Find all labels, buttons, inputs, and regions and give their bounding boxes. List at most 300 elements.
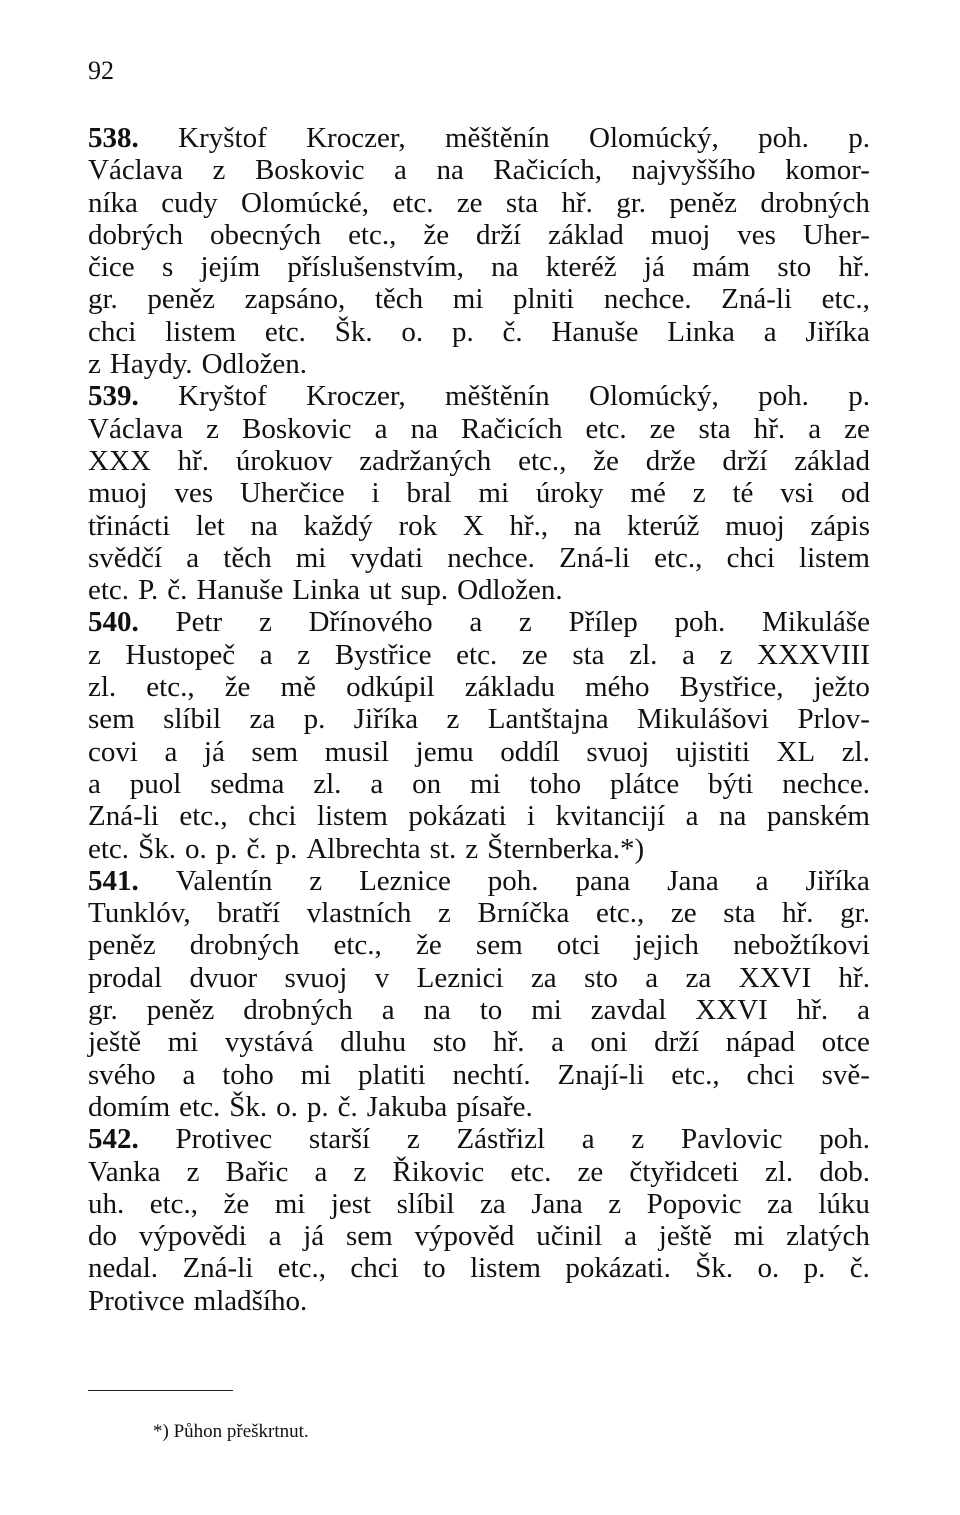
word: pana [575,864,631,897]
word: hř. [796,994,829,1027]
word: a [857,994,870,1027]
text-line [88,1252,870,1284]
word: z [446,703,460,736]
word: Albrechta [306,832,421,865]
word: z [465,832,479,865]
word: mi [470,767,501,800]
word: a [381,994,395,1027]
text-line [88,800,870,832]
word: z [88,348,101,381]
word: Mikulášovi [636,703,770,736]
word: slíbil [396,1187,455,1220]
word: na [573,509,602,542]
word: z [88,638,101,671]
word: Hustopeč [125,638,236,671]
word: p. [215,832,238,865]
word: jejím [200,251,261,284]
word: na [718,800,747,833]
word: Kryštof [178,122,267,154]
word: dobrých [88,218,184,251]
text-line [88,445,870,477]
word: starší [308,1123,371,1156]
word: p. [275,832,298,865]
word: Václava [88,154,183,187]
text-line [88,1091,870,1123]
word: Šk. [229,1090,268,1123]
word: Bystřice, [679,671,784,704]
word: kterúž [626,509,700,542]
word: etc. [585,412,627,445]
word: já [643,251,665,284]
word: etc., [821,283,870,316]
word: etc., [149,1187,199,1220]
word: Uherčice [240,477,345,510]
word: kteréž [545,251,617,284]
word: muoj [725,509,785,542]
word: Leznici [416,961,504,994]
word: nebožtíkovi [733,929,870,962]
word: Bystřice [334,638,432,671]
word: na [491,251,519,284]
word: pokázati. [565,1252,671,1285]
text-line [88,1156,870,1188]
word: s [161,251,174,284]
word: sta [505,186,539,219]
word: a [808,412,822,445]
text-line [88,639,870,671]
word: z [518,606,532,639]
word: každý [303,509,373,542]
word: učinil [536,1220,603,1253]
word: Zná-li [559,541,630,574]
word: o. [401,315,424,348]
text-line [88,122,870,154]
word: pokázati [408,800,507,833]
text-line [88,768,870,800]
word: a [314,1155,328,1188]
word: drží [722,444,768,477]
document-body [88,122,870,1317]
word: otci [556,929,601,962]
word: Jakuba [366,1090,448,1123]
entry-number: 541. [88,864,139,897]
word: Leznice [359,864,451,897]
word: mé [630,477,666,510]
word: a [186,541,200,574]
word: gr. [88,283,118,316]
text-line [88,1123,870,1155]
word: č. [167,574,188,607]
word: dluhu [340,1026,407,1059]
word: výpověd [414,1220,515,1253]
word: hř. [493,1026,525,1059]
word: vystává [224,1026,314,1059]
word: za [480,1187,506,1220]
word: Václava [88,412,183,445]
word: sem [251,735,299,768]
word: etc. [179,1090,221,1123]
word: obecných [209,218,322,251]
word: z [608,1187,622,1220]
text-line [88,187,870,219]
word: nechtí. [452,1058,531,1091]
word: ze [456,186,483,219]
text-line [88,962,870,994]
word: ze [521,638,548,671]
word: etc., [518,444,567,477]
word: Olomúcký, [589,380,719,413]
word: mi [300,1058,332,1091]
word: zavdal [590,994,667,1027]
word: z [719,638,733,671]
word: gr. [88,994,118,1027]
word: listem [316,800,388,833]
word: z [297,638,311,671]
word: svuoj [284,961,348,994]
word: Šk. [695,1252,734,1285]
word: gr. [616,186,647,219]
word: etc., [654,541,703,574]
word: p. [303,703,326,736]
word: Kryštof [178,380,267,413]
word: za [249,703,276,736]
word: sem [88,703,135,736]
word: oni [590,1026,628,1059]
word: chci [746,1058,795,1091]
word: Hanuše [551,315,639,348]
word: mi [295,541,327,574]
word: Šk. [138,832,176,865]
word: Linka [667,315,735,348]
word: let [195,509,225,542]
word: Boskovic [254,154,365,187]
word: o. [757,1252,780,1285]
word: dob. [819,1155,870,1188]
text-line [88,283,870,315]
text-line [88,897,870,929]
word: Zná-li [88,800,159,833]
word: těch [374,283,424,316]
word: X [462,509,484,542]
word: peněz [147,283,216,316]
word: z [438,897,451,930]
word: listem [470,1252,541,1285]
word: bratří [217,897,281,930]
word: mi [478,477,510,510]
word: p. [306,1090,329,1123]
word: uh. [88,1187,125,1220]
word: chci [88,315,137,348]
word: a [645,961,659,994]
word: dvuor [189,961,258,994]
word: etc., [595,897,645,930]
word: listem [165,315,237,348]
word: Olomúcký, [589,122,719,154]
word: Haydy. [109,348,193,381]
word: ut [369,574,392,607]
text-line [88,1026,870,1058]
word: drobných [243,994,353,1027]
footnote-divider [88,1390,233,1391]
word: Brníčka [477,897,570,930]
word: XL [776,735,816,768]
text-line [88,865,870,897]
word: zlatých [786,1220,870,1253]
word: XXX [88,444,151,477]
word: a [469,606,483,639]
word: chci [248,800,297,833]
word: měštěnín [444,122,550,154]
word: poh. [758,122,809,154]
word: bral [406,477,452,510]
word: že [223,1187,250,1220]
word: hř. [838,961,870,994]
word: vlastních [306,897,412,930]
word: na [423,994,451,1027]
word: čtyřidceti [629,1155,739,1188]
word: muoj [650,218,711,251]
word: já [303,1220,325,1253]
word: Dřínového [308,606,433,639]
text-line [88,671,870,703]
word: komor- [785,154,870,187]
word: z [353,1155,367,1188]
text-line [88,703,870,735]
word: domím [88,1090,171,1123]
word: z [258,606,272,639]
word: sta [698,412,731,445]
word: etc. [456,638,498,671]
word: Popovic [646,1187,742,1220]
word: těch [223,541,272,574]
word: drobných [760,186,870,219]
word: covi [88,735,138,768]
word: zadržaných [359,444,492,477]
word: z [692,477,706,510]
word: st. [429,832,457,865]
word: Valentín [175,864,273,897]
word: ujistiti [675,735,750,768]
word: platiti [358,1058,426,1091]
word: zl. [313,767,342,800]
word: z [212,154,226,187]
word: na [250,509,278,542]
word: za [767,1187,793,1220]
word: puol [129,767,182,800]
word: etc., [333,929,382,962]
word: ježto [813,671,870,704]
word: z [206,412,219,445]
word: Zná-li [182,1252,254,1285]
word: ves [737,218,776,251]
word: že [415,929,442,962]
word: a [755,864,769,897]
word: zl. [841,735,870,768]
word: za [530,961,557,994]
word: drobných [189,929,300,962]
word: drží [654,1026,700,1059]
word: a [551,1026,564,1059]
word: plátce [610,767,680,800]
word: etc., [671,1058,720,1091]
word: svědčí [88,541,163,574]
word: p. [848,380,870,413]
word: základ [548,218,624,251]
word: plniti [513,283,575,316]
word: Boskovic [242,412,352,445]
word: najvyššího [631,154,756,187]
word: mám [692,251,751,284]
word: č. [849,1252,870,1285]
word: sta [723,897,756,930]
word: č. [502,315,523,348]
word: z [309,864,323,897]
word: Hanuše [196,574,284,607]
text-line [88,1188,870,1220]
word: musil [324,735,390,768]
word: nechce. [603,283,692,316]
text-line [88,251,870,283]
word: č. [337,1090,358,1123]
word: mi [531,994,562,1027]
word: třinácti [88,509,171,542]
word: poh. [819,1123,870,1156]
word: níka [88,186,138,219]
word: Řikovic [392,1155,485,1188]
word: ještě [658,1220,712,1253]
word: a [182,1058,196,1091]
word: XXXVIII [757,638,870,671]
word: z [186,1155,200,1188]
word: etc. [264,315,306,348]
word: Odložen. [457,574,563,607]
word: etc. [392,186,434,219]
word: XXVI [738,961,812,994]
word: Bařic [225,1155,289,1188]
text-line [88,348,870,380]
word: on [412,767,442,800]
word: hř. [177,444,210,477]
text-line [88,929,870,961]
word: XXVI [695,994,768,1027]
footnote: *) Půhon přeškrtnut. [153,1421,309,1442]
word: a [164,735,178,768]
word: Šternberka.*) [487,832,645,865]
word: základ [794,444,870,477]
word: zápis [810,509,870,542]
word: vydati [350,541,424,574]
word: Uher- [802,218,870,251]
word: Protivec [175,1123,273,1156]
text-line [88,1220,870,1252]
word: z [406,1123,420,1156]
word: sem [346,1220,393,1253]
word: peněz [88,929,156,962]
word: hř. [782,897,814,930]
word: odkúpil [346,671,435,704]
word: čice [88,251,135,284]
word: slíbil [163,703,222,736]
word: poh. [758,380,809,413]
word: výpovědi [138,1220,247,1253]
text-line [88,1059,870,1091]
word: hř. [561,186,593,219]
word: i [527,800,536,833]
word: o. [184,832,207,865]
word: peněz [669,186,738,219]
text-line [88,1285,870,1317]
word: Odložen. [201,348,308,381]
word: sedma [210,767,285,800]
word: a [624,1220,637,1253]
word: Jana [667,864,719,897]
word: základu [464,671,555,704]
text-line [88,542,870,574]
word: jest [330,1187,372,1220]
word: rok [398,509,438,542]
word: Kroczer, [306,122,406,154]
word: toho [222,1058,274,1091]
word: sup. [400,574,449,607]
word: Mikuláše [762,606,870,639]
word: Lantštajna [487,703,609,736]
word: Jana [531,1187,583,1220]
word: nechce. [447,541,535,574]
word: poh. [487,864,539,897]
word: Šk. [334,315,373,348]
text-line [88,606,870,638]
text-line [88,510,870,542]
word: Prlov- [797,703,870,736]
word: mladšího. [193,1284,308,1317]
word: ze [844,412,870,445]
word: etc. [510,1155,552,1188]
word: a [682,638,695,671]
text-line [88,736,870,768]
word: p. [451,315,474,348]
word: a [685,800,699,833]
word: etc., [179,800,228,833]
word: lúku [818,1187,870,1220]
word: vsi [780,477,815,510]
word: drže [645,444,696,477]
word: chci [726,541,775,574]
word: drží [476,218,522,251]
word: hř. [753,412,786,445]
word: muoj [88,477,148,510]
entry-number: 538. [88,122,139,154]
word: mi [452,283,484,316]
word: v [374,961,390,994]
word: sto [584,961,618,994]
word: na [436,154,464,187]
word: etc. [88,574,130,607]
word: příslušenstvím, [287,251,464,284]
word: z [631,1123,645,1156]
text-line [88,833,870,865]
word: peněz [146,994,215,1027]
word: svého [88,1058,156,1091]
word: ves [174,477,214,510]
word: ze [649,412,676,445]
word: to [423,1252,446,1285]
word: nedal. [88,1252,159,1285]
word: mi [274,1187,306,1220]
word: p. [803,1252,826,1285]
word: a [88,767,101,800]
word: i [371,477,380,510]
word: sem [475,929,523,962]
